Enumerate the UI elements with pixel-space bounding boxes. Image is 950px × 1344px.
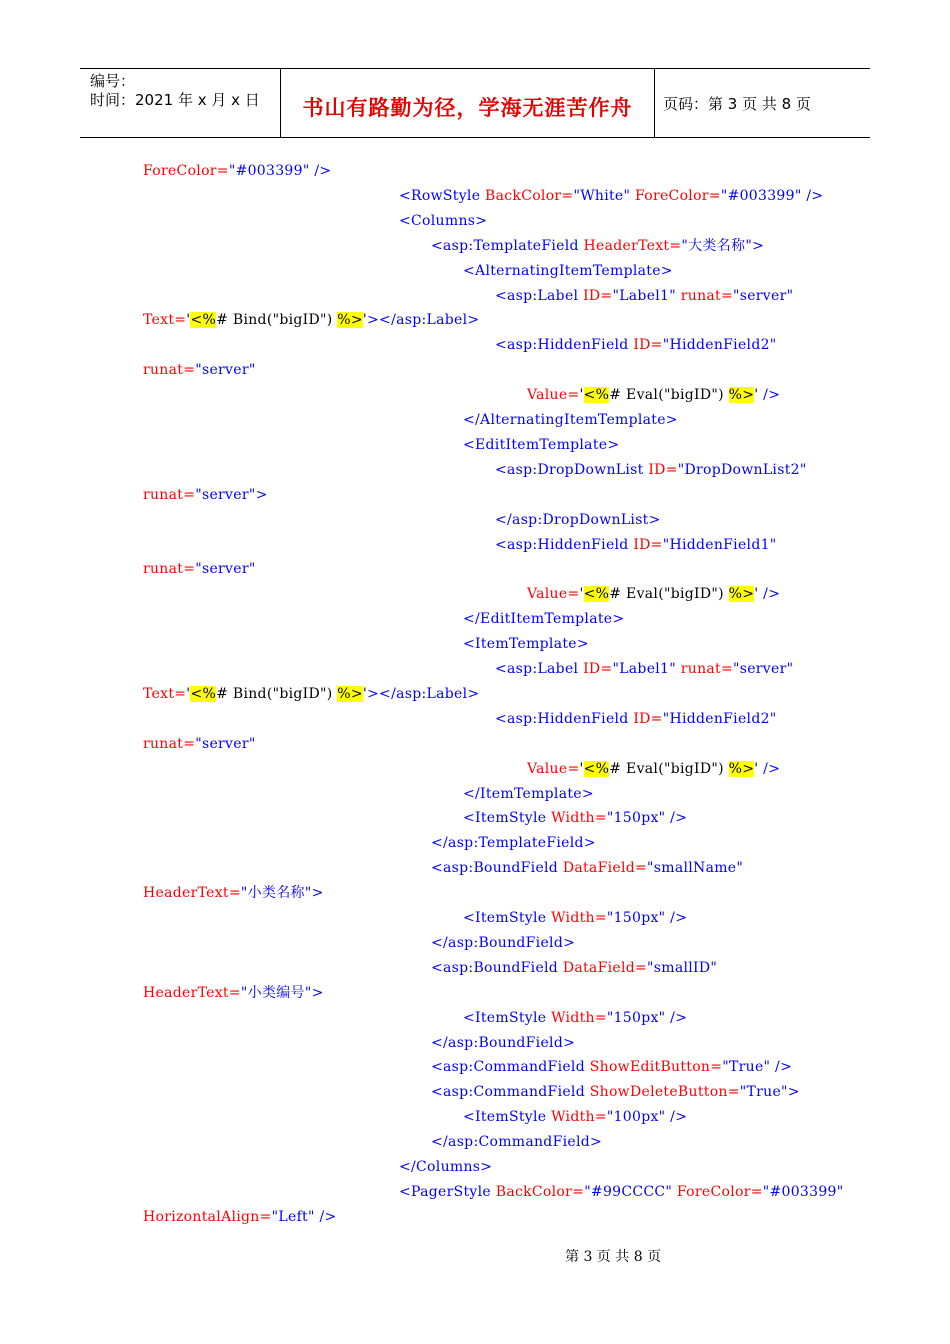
code-token: </Columns> <box>399 1159 493 1175</box>
code-line <box>495 536 777 554</box>
code-token: <% <box>583 387 610 403</box>
code-token: </AlternatingItemTemplate> <box>463 412 678 428</box>
header-page-number: 页码：第 3 页 共 8 页 <box>663 95 811 113</box>
code-line <box>463 411 678 429</box>
code-line <box>463 610 624 628</box>
code-token: "server" <box>733 288 794 304</box>
code-token: </asp:CommandField> <box>431 1134 603 1150</box>
code-token: HeaderText= <box>143 885 241 901</box>
code-token: </asp:BoundField> <box>431 935 576 951</box>
code-line <box>463 809 687 827</box>
code-token: "HiddenField2" <box>662 337 777 353</box>
code-token: # Eval("bigID") <box>609 586 729 602</box>
code-line <box>143 1208 337 1226</box>
code-token: <asp:CommandField <box>431 1059 590 1075</box>
code-line <box>399 187 823 205</box>
code-token: /> <box>758 586 781 602</box>
code-line <box>495 511 661 529</box>
code-line <box>495 710 777 728</box>
code-token: /> <box>770 1059 793 1075</box>
code-token: <EditItemTemplate> <box>463 437 620 453</box>
code-token: ' <box>579 387 584 403</box>
code-token: </ItemTemplate> <box>463 786 594 802</box>
code-token: "小类编号" <box>240 985 312 1001</box>
code-token: "server" <box>195 736 256 752</box>
code-line <box>495 336 777 354</box>
code-token: ' <box>754 586 759 602</box>
code-line <box>431 959 717 977</box>
code-token: ShowEditButton= <box>589 1059 723 1075</box>
code-line <box>495 287 793 305</box>
code-token: "小类名称" <box>240 885 312 901</box>
code-line <box>495 660 793 678</box>
code-token: %> <box>337 686 363 702</box>
code-token: <asp:CommandField <box>431 1084 590 1100</box>
code-line <box>527 760 780 778</box>
code-token: /> <box>665 910 688 926</box>
code-token: ' <box>186 312 191 328</box>
code-token: <asp:HiddenField <box>495 711 634 727</box>
code-token: "server" <box>195 561 256 577</box>
code-token: ID= <box>633 337 663 353</box>
code-token: runat= <box>676 661 733 677</box>
code-token: runat= <box>143 487 196 503</box>
code-token: "HiddenField2" <box>662 711 777 727</box>
code-token: runat= <box>143 561 196 577</box>
code-token: ' <box>362 686 368 702</box>
code-token: Value= <box>527 387 580 403</box>
code-token: RowStyle <box>411 188 486 204</box>
code-token: "100px" <box>606 1109 666 1125</box>
code-token: Value= <box>527 761 580 777</box>
code-token: <asp:TemplateField <box>431 238 584 254</box>
code-line <box>463 909 687 927</box>
code-token: "#003399" <box>228 163 310 179</box>
code-line <box>399 1158 492 1176</box>
code-token: # Bind("bigID") <box>216 686 338 702</box>
code-token: HeaderText= <box>583 238 682 254</box>
code-token: Width= <box>551 810 607 826</box>
code-token: <asp:HiddenField <box>495 337 634 353</box>
code-token: <asp:DropDownList <box>495 462 649 478</box>
code-token: < <box>399 188 412 204</box>
code-line <box>143 486 268 504</box>
code-token: "#003399" <box>720 188 802 204</box>
code-token: BackColor= <box>485 188 574 204</box>
code-token: ' <box>754 387 759 403</box>
code-line <box>527 386 780 404</box>
code-line <box>399 1183 844 1201</box>
code-line <box>463 1108 687 1126</box>
code-line <box>431 859 743 877</box>
code-token: runat= <box>143 362 196 378</box>
code-token: "DropDownList2" <box>677 462 807 478</box>
code-token: <asp:BoundField <box>431 960 563 976</box>
code-token: ForeColor= <box>143 163 229 179</box>
code-line <box>431 237 764 255</box>
code-token: ' <box>579 761 584 777</box>
code-token: "HiddenField1" <box>662 537 777 553</box>
code-line <box>399 212 487 230</box>
code-token: ID= <box>648 462 678 478</box>
code-token: > <box>787 1084 800 1100</box>
code-token: </asp:TemplateField> <box>431 835 596 851</box>
code-token: Width= <box>551 910 607 926</box>
code-token: </asp:BoundField> <box>431 1035 576 1051</box>
code-line <box>431 1133 602 1151</box>
code-token: > <box>752 238 765 254</box>
code-token: BackColor= <box>495 1184 585 1200</box>
code-token: HorizontalAlign= <box>143 1209 272 1225</box>
header-meta-cell <box>80 69 280 137</box>
code-token: ' <box>579 586 584 602</box>
code-token: Width= <box>551 1109 607 1125</box>
code-token: <ItemStyle <box>463 910 552 926</box>
code-token: "True" <box>722 1059 771 1075</box>
code-token: "150px" <box>606 810 666 826</box>
code-token: DataField= <box>562 960 648 976</box>
code-line <box>431 1083 800 1101</box>
code-line <box>143 560 256 578</box>
code-line <box>527 585 780 603</box>
code-token: "White" <box>573 188 631 204</box>
code-token: /> <box>665 810 688 826</box>
code-token: # Eval("bigID") <box>609 761 729 777</box>
code-token: # Eval("bigID") <box>609 387 729 403</box>
code-token: Text= <box>143 312 187 328</box>
header-motto: 书山有路勤为径，学海无涯苦作舟 <box>302 96 633 120</box>
code-line <box>463 785 594 803</box>
code-token: </EditItemTemplate> <box>463 611 625 627</box>
code-token: ID= <box>633 537 663 553</box>
code-token: "#99CCCC" <box>584 1184 673 1200</box>
code-token: /> <box>801 188 824 204</box>
code-token: /> <box>309 163 332 179</box>
code-token: ID= <box>633 711 663 727</box>
code-line <box>143 984 324 1002</box>
code-token: ID= <box>583 288 613 304</box>
code-token: "True" <box>739 1084 788 1100</box>
code-line <box>431 1058 792 1076</box>
code-token: HeaderText= <box>143 985 241 1001</box>
document-number-label: 编号： <box>90 72 136 90</box>
code-token: /> <box>758 387 781 403</box>
code-token: %> <box>728 387 755 403</box>
code-line <box>431 834 596 852</box>
code-token: %> <box>337 312 363 328</box>
code-token: "#003399" <box>762 1184 844 1200</box>
code-token: Value= <box>527 586 580 602</box>
code-token: <ItemStyle <box>463 1010 552 1026</box>
code-token: <% <box>190 312 217 328</box>
code-token: "大类名称" <box>681 238 753 254</box>
code-token: %> <box>728 761 755 777</box>
code-token: DataField= <box>562 860 648 876</box>
code-token: "server" <box>733 661 794 677</box>
code-token: "Label1" <box>612 288 677 304</box>
code-token: ID= <box>583 661 613 677</box>
code-token: /> <box>665 1109 688 1125</box>
code-token: runat= <box>676 288 733 304</box>
code-line <box>143 685 479 703</box>
code-token: Width= <box>551 1010 607 1026</box>
code-token: <asp:HiddenField <box>495 537 634 553</box>
code-token: <Columns> <box>399 213 488 229</box>
code-token: > <box>255 487 268 503</box>
code-token: <asp:BoundField <box>431 860 563 876</box>
code-token: <ItemStyle <box>463 1109 552 1125</box>
code-token: # Bind("bigID") <box>216 312 338 328</box>
code-token: "Left" <box>271 1209 315 1225</box>
code-token: ></asp:Label> <box>367 686 480 702</box>
code-line <box>143 884 324 902</box>
code-token: "server" <box>195 487 256 503</box>
code-token: "Label1" <box>612 661 677 677</box>
code-token: <ItemTemplate> <box>463 636 589 652</box>
code-token: <ItemStyle <box>463 810 552 826</box>
code-token: /> <box>665 1010 688 1026</box>
code-token: "smallName" <box>647 860 744 876</box>
code-token: ForeColor= <box>672 1184 763 1200</box>
header-page-cell <box>655 69 870 137</box>
document-date-label: 时间：2021 年 x 月 x 日 <box>90 91 260 109</box>
code-token: > <box>311 985 324 1001</box>
code-token: <% <box>583 586 610 602</box>
code-line <box>143 162 331 180</box>
code-line <box>463 436 619 454</box>
code-line <box>143 361 256 379</box>
code-token: ' <box>186 686 191 702</box>
code-line <box>463 1009 687 1027</box>
code-token: </asp:DropDownList> <box>495 512 661 528</box>
code-token: /> <box>314 1209 337 1225</box>
code-token: Text= <box>143 686 187 702</box>
code-token: "150px" <box>606 910 666 926</box>
code-token: <asp:Label <box>495 661 584 677</box>
code-token: ' <box>362 312 368 328</box>
header-motto-cell <box>280 69 655 137</box>
code-token: ' <box>754 761 759 777</box>
code-token: <PagerStyle <box>399 1184 496 1200</box>
code-token: <AlternatingItemTemplate> <box>463 263 673 279</box>
document-header <box>80 68 870 138</box>
code-token: ShowDeleteButton= <box>589 1084 740 1100</box>
code-token: ForeColor= <box>630 188 721 204</box>
code-line <box>431 1034 575 1052</box>
code-token: runat= <box>143 736 196 752</box>
code-line <box>463 262 673 280</box>
code-token: <% <box>583 761 610 777</box>
code-token: <% <box>190 686 217 702</box>
code-token: > <box>311 885 324 901</box>
code-token: /> <box>758 761 781 777</box>
code-token: <asp:Label <box>495 288 584 304</box>
code-token: %> <box>728 586 755 602</box>
code-token: ></asp:Label> <box>367 312 480 328</box>
code-token: "smallID" <box>647 960 718 976</box>
code-line <box>495 461 807 479</box>
code-line <box>431 934 575 952</box>
code-token: "150px" <box>606 1010 666 1026</box>
code-line <box>463 635 589 653</box>
code-line <box>143 311 479 329</box>
footer-page-number: 第 3 页 共 8 页 <box>565 1249 662 1265</box>
code-token: "server" <box>195 362 256 378</box>
code-line <box>143 735 256 753</box>
